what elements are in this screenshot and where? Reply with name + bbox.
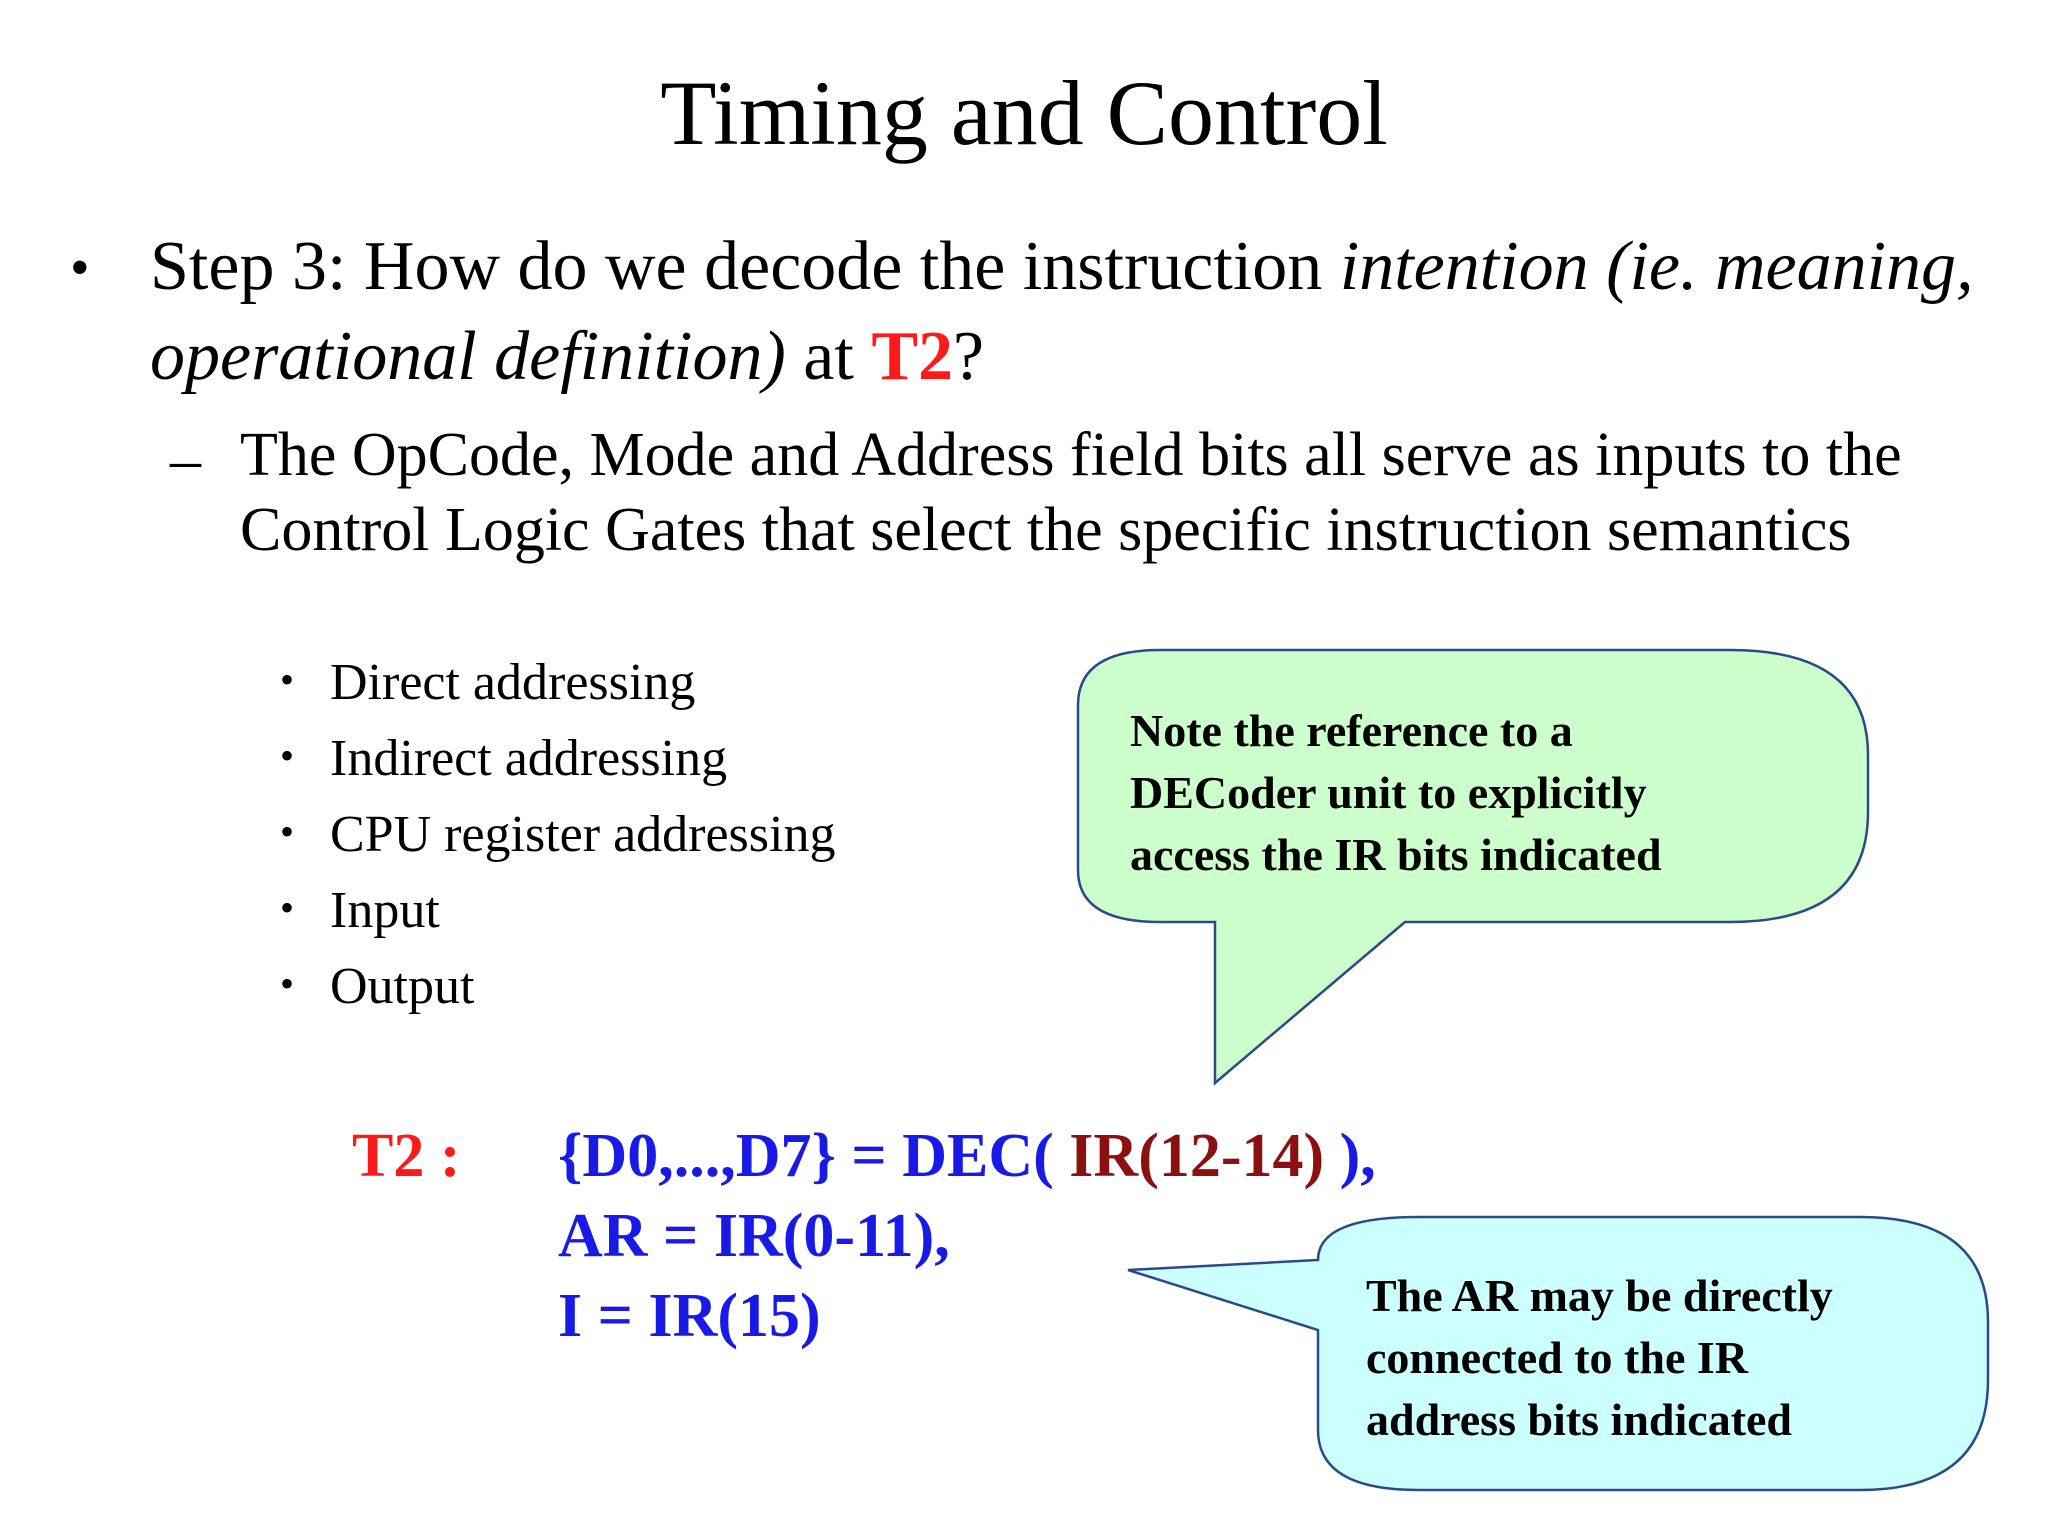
bullet-italic: intention (ie. meaning, operational definition) <box>150 228 1974 395</box>
bullet-highlight-t2: T2 <box>871 318 954 395</box>
callout-top-line: access the IR bits indicated <box>1130 829 1662 880</box>
code-line-2: AR = IR(0-11), <box>558 1202 950 1270</box>
callout-top-line: DECoder unit to explicitly <box>1130 767 1647 818</box>
code-line-1-c: ), <box>1324 1122 1376 1190</box>
list-item-label: Output <box>330 958 475 1015</box>
list-item-label: Indirect addressing <box>330 730 728 787</box>
list-item-label: CPU register addressing <box>330 806 836 863</box>
list-bullet-icon: • <box>280 809 295 854</box>
code-label-t2: T2 : <box>352 1122 461 1190</box>
callout-bottom-line: address bits indicated <box>1366 1394 1793 1445</box>
list-bullet-icon: • <box>280 961 295 1006</box>
bullet-mid: at <box>785 318 872 395</box>
code-line-1-a: {D0,...,D7} = DEC( <box>558 1122 1070 1190</box>
bullet-dot: • <box>70 237 90 299</box>
callout-bottom-text <box>1366 1265 1833 1451</box>
list-bullet-icon: • <box>280 657 295 702</box>
list-bullet-icon: • <box>280 885 295 930</box>
callout-bottom-line: The AR may be directly <box>1366 1270 1833 1321</box>
code-line-3: I = IR(15) <box>558 1282 821 1350</box>
bullet-prefix: Step 3: How do we decode the instruction <box>150 228 1340 305</box>
bullet-suffix: ? <box>953 318 985 395</box>
callout-top-text <box>1130 700 1662 886</box>
code-line-1 <box>558 1116 1376 1196</box>
sub-bullet-dash: – <box>170 426 201 494</box>
callout-bottom-line: connected to the IR <box>1366 1332 1748 1383</box>
list-item-label: Direct addressing <box>330 654 696 711</box>
list-bullet-icon: • <box>280 733 295 778</box>
list-item-label: Input <box>330 882 440 939</box>
sub-bullet-text: The OpCode, Mode and Address field bits all serve as inputs to the Control Logic Gates that select the specific instruction semantics <box>240 421 1902 564</box>
code-line-1-b: IR(12-14) <box>1069 1122 1325 1190</box>
slide-title: Timing and Control <box>660 62 1388 164</box>
callout-top-line: Note the reference to a <box>1130 705 1573 756</box>
